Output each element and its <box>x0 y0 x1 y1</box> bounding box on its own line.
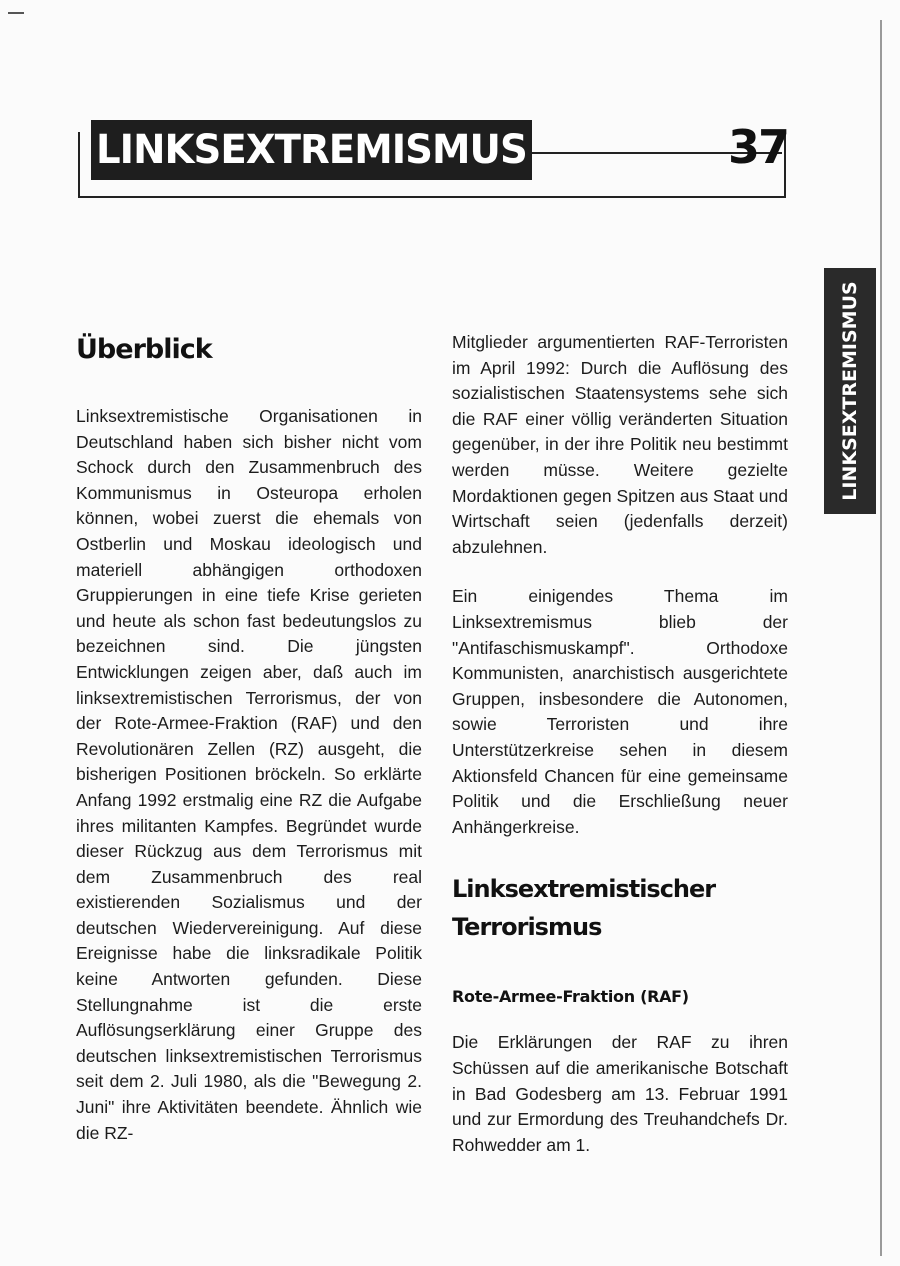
side-tab-label: LINKSEXTREMISMUS <box>839 281 861 501</box>
section-heading-ueberblick: Überblick <box>76 334 212 365</box>
side-thumb-tab <box>824 268 876 514</box>
page-number: 37 <box>728 120 789 174</box>
raf-text <box>452 1030 788 1159</box>
ueberblick-paragraph: Linksextremistische Organisationen in Deutschland haben sich bisher nicht vom Schock durch den Zusammenbruch des Kommunismus in Osteuropa erholen können, wobei zuerst die ehemals von Ostberlin und Moskau ideologisch und materiell abhängigen orthodoxen Gruppierungen in eine tiefe Krise gerieten und heute als schon fast bedeutungslos zu bezeichnen sind. Die jüngsten Entwicklungen zeigen aber, daß auch im linksextremistischen Terrorismus, der von der Rote-Armee-Fraktion (RAF) und den Revolutionären Zellen (RZ) ausgeht, die bisherigen Positionen bröckeln. So erklärte Anfang 1992 erstmalig eine RZ die Aufgabe ihres militanten Kampfes. Begründet wurde dieser Rückzug aus dem Terrorismus mit dem Zusammenbruch des real existierenden Sozialismus und der deutschen Wiedervereinigung. Auf diese Ereignisse habe die linksradikale Politik keine Antworten gefunden. Diese Stellungnahme ist die erste Auflösungserklärung einer Gruppe des deutschen linksextremistischen Terrorismus seit dem 2. Juli 1980, als die "Bewegung 2. Juni" ihre Aktivitäten beendete. Ähnlich wie die RZ- <box>76 406 422 1143</box>
page-edge-rule <box>880 20 882 1256</box>
continuation-paragraph: Mitglieder argumentierten RAF-Terroristen im April 1992: Durch die Auflösung des sozialistischen Staatensystems sehe sich die RAF einer völlig veränderten Situation gegenüber, in der ihre Politik neu bestimmt werden müsse. Weitere gezielte Mordaktionen gegen Spitzen aus Staat und Wirtschaft seien (jedenfalls derzeit) abzulehnen. <box>452 332 788 557</box>
right-column <box>452 330 788 840</box>
chapter-title: LINKSEXTREMISMUS <box>91 120 532 180</box>
heading-line-1: Linksextremistischer <box>452 875 716 903</box>
left-column <box>76 404 422 1146</box>
heading-line-2: Terrorismus <box>452 913 602 941</box>
antifaschismus-paragraph: Ein einigendes Thema im Linksextremismus blieb der "Antifaschismuskampf". Orthodoxe Kommunisten, anarchistisch ausgerichtete Gruppen, insbesondere die Autonomen, sowie Terroristen und ihre Unterstützerkreise sehen in diesem Aktionsfeld Chancen für eine gemeinsame Politik und die Erschließung neuer Anhängerkreise. <box>452 586 788 837</box>
page-corner-dash <box>8 12 24 14</box>
subheading-raf: Rote-Armee-Fraktion (RAF) <box>452 987 689 1006</box>
raf-paragraph: Die Erklärungen der RAF zu ihren Schüssen auf die amerikanische Botschaft in Bad Godesberg am 13. Februar 1991 und zur Ermordung des Treuhandchefs Dr. Rohwedder am 1. <box>452 1032 788 1156</box>
section-heading-terrorismus <box>452 870 772 946</box>
